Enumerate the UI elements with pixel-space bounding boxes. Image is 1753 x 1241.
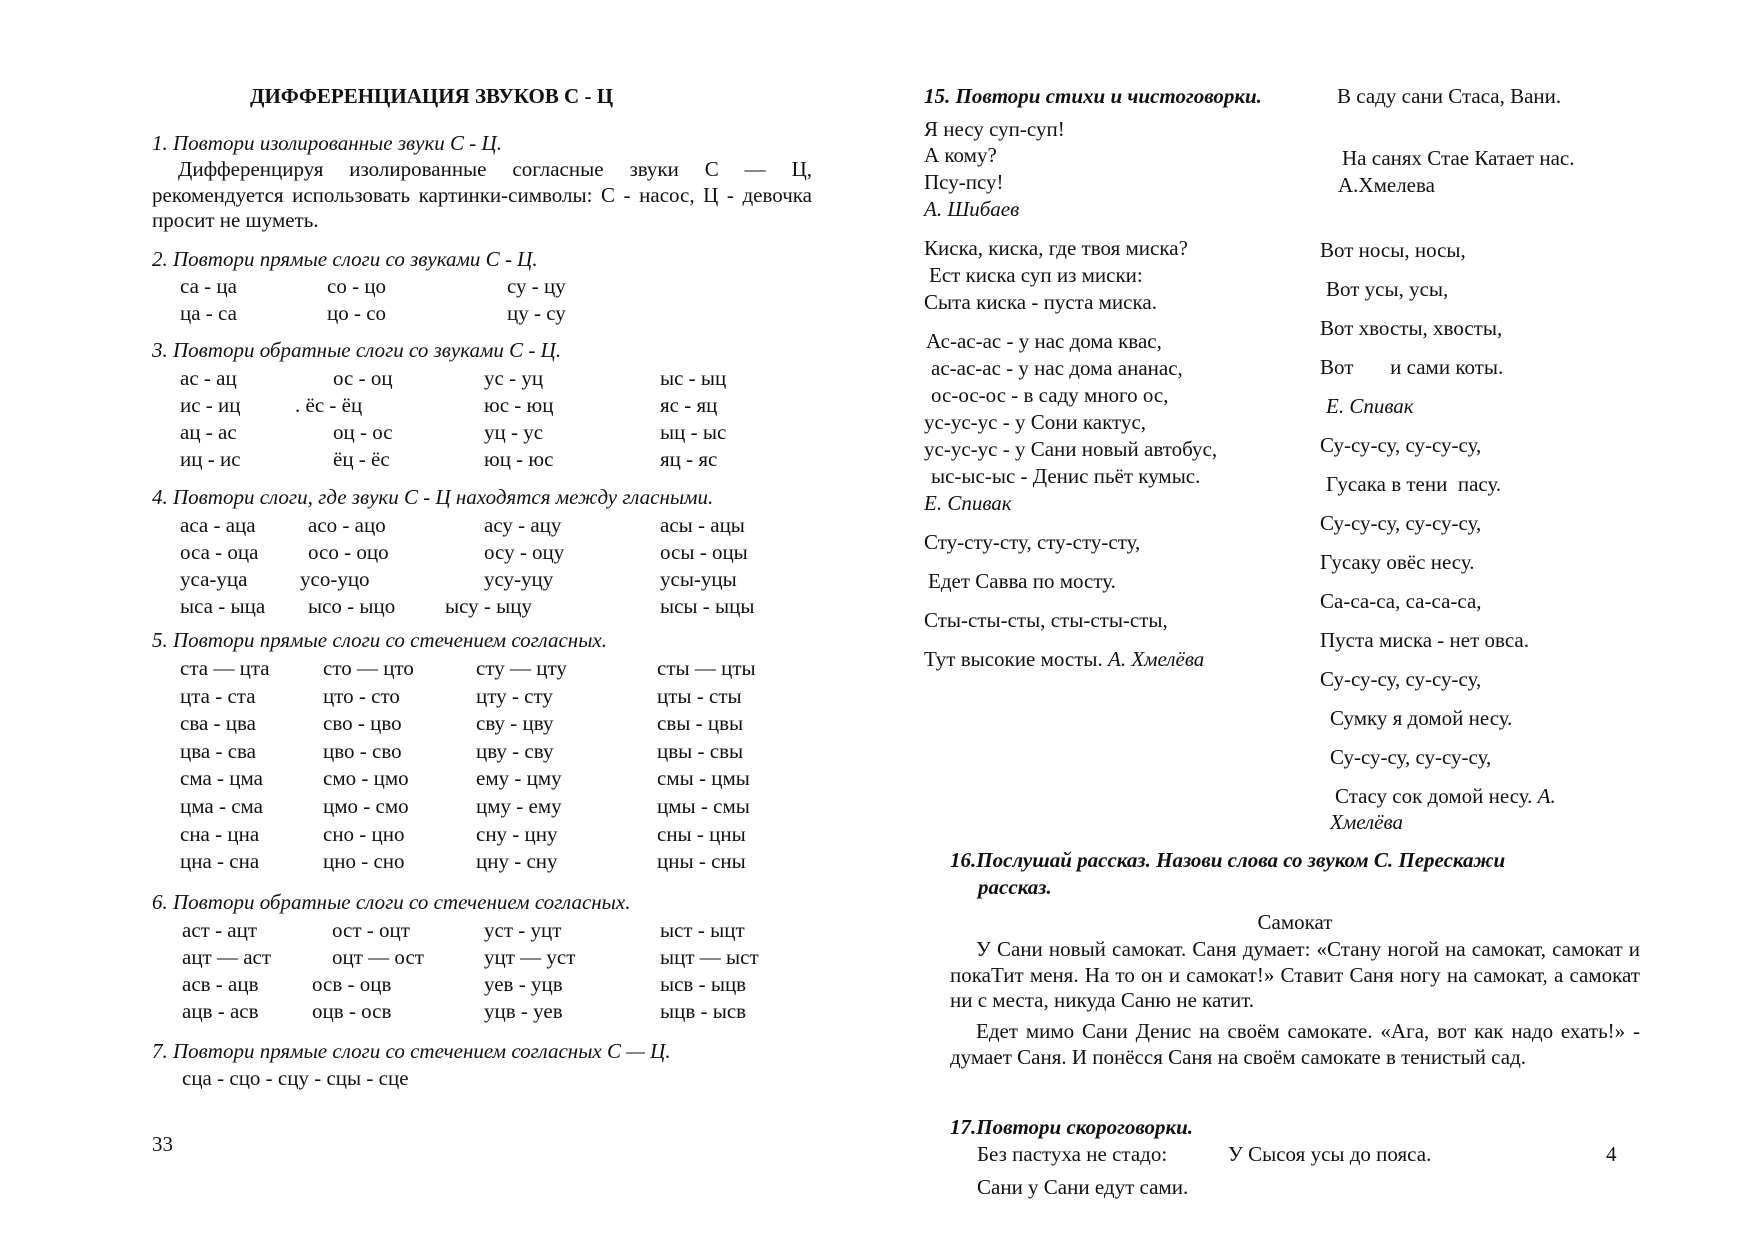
syllable-pair: цны - сны — [657, 849, 746, 874]
section-5-heading: 5. Повтори прямые слоги со стечением согласных. — [152, 628, 607, 652]
syllable-pair: цна - сна — [180, 849, 260, 874]
syllable-pair: ему - цму — [476, 766, 562, 791]
syllable-pair: сву - цву — [476, 711, 554, 736]
col2b-line-5: Са-са-са, са-са-са, — [1320, 589, 1482, 613]
page-title: ДИФФЕРЕНЦИАЦИЯ ЗВУКОВ С - Ц — [250, 84, 614, 108]
syllable-pair: цта - ста — [180, 683, 256, 708]
syllable-pair: сна - цна — [180, 821, 260, 846]
section-15-heading: 15. Повтори стихи и чистоговорки. — [924, 84, 1262, 108]
poem2-line-2: Ест киска суп из миски: — [929, 263, 1143, 287]
syllable-pair: уц - ус — [484, 420, 544, 444]
section-6-heading: 6. Повтори обратные слоги со стечением согласных. — [152, 890, 631, 914]
syllable-pair: свы - цвы — [657, 711, 744, 736]
poem1-line-2: А кому? — [924, 143, 997, 167]
syllable-pair: цмо - смо — [323, 794, 409, 818]
syllable-pair: осу - оцу — [484, 540, 565, 564]
syllable-pair: сва - цва — [180, 711, 256, 736]
syllable-pair: ыц - ыс — [660, 420, 727, 444]
section-1-heading: 1. Повтори изолированные звуки С - Ц. — [152, 131, 502, 155]
syllable-pair: ис - иц — [180, 393, 241, 417]
syllable-pair: сну - цну — [476, 821, 558, 846]
syllable-pair: иц - ис — [180, 447, 241, 471]
syllable-pair: уев - уцв — [484, 972, 563, 996]
tongue-twister-3: Сани у Сани едут сами. — [977, 1175, 1189, 1199]
syllable-pair: ас - ац — [180, 366, 237, 390]
left-page — [0, 0, 876, 1241]
syllable-pair: цо - со — [327, 301, 387, 325]
poem3-line-4: ус-ус-ус - у Сони кактус, — [924, 410, 1147, 434]
col2-top-line-2: На санях Стае Катает нас. — [1342, 146, 1575, 170]
syllable-pair: оса - оца — [180, 540, 259, 564]
syllable-pair: сто — цто — [323, 656, 414, 680]
section-7-heading: 7. Повтори прямые слоги со стечением согласных С — Ц. — [152, 1039, 671, 1063]
poem1-author: А. Шибаев — [924, 197, 1020, 221]
syllable-pair: цу - су — [507, 301, 566, 325]
poem2-line-3: Сыта киска - пуста миска. — [924, 290, 1157, 314]
poem3-line-6: ыс-ыс-ыс - Денис пьёт кумыс. — [931, 464, 1201, 488]
syllable-pair: яц - яс — [660, 447, 718, 471]
syllable-pair: яс - яц — [660, 393, 718, 417]
section-1-text: Дифференцируя изолированные согласные звуки С — Ц, рекомендуется использовать картинки-символы: С - насос, Ц - девочка просит не шуметь. — [152, 157, 812, 233]
syllable-pair: усо-уцо — [300, 567, 370, 591]
syllable-pair: ысы - ыцы — [660, 594, 755, 618]
col2-author: Е. Спивак — [1326, 394, 1414, 418]
poem4-line-4-text: Тут высокие мосты. — [924, 647, 1103, 671]
syllable-pair: асв - ацв — [182, 972, 259, 996]
syllable-pair: су - цу — [507, 274, 566, 298]
section-17-heading: 17.Повтори скороговорки. — [950, 1115, 1194, 1139]
syllable-pair: ацв - асв — [182, 999, 259, 1023]
syllable-pair: смо - цмо — [323, 766, 409, 791]
syllable-pair: цвы - свы — [657, 738, 744, 763]
page-number-left: 33 — [152, 1132, 173, 1156]
col2-top-line-1: В саду сани Стаса, Вани. — [1337, 84, 1562, 108]
syllable-pair: ыцв - ысв — [660, 999, 747, 1023]
syllable-pair: оц - ос — [333, 420, 393, 444]
tongue-twister-1: Без пастуха не стадо: — [977, 1142, 1168, 1166]
syllable-pair: сво - цво — [323, 711, 402, 736]
page-number-right: 4 — [1606, 1142, 1617, 1166]
col2b-author-part1: А. — [1537, 784, 1556, 808]
section-3-heading: 3. Повтори обратные слоги со звуками С - Ц. — [152, 338, 562, 362]
poem4-line-4 — [924, 647, 1204, 673]
col2b-line-1: Су-су-су, су-су-су, — [1320, 433, 1482, 457]
syllable-pair: ыс - ыц — [660, 366, 727, 390]
syllable-pair: оцт — ост — [332, 945, 424, 969]
poem4-line-3: Сты-сты-сты, сты-сты-сты, — [924, 608, 1168, 632]
syllable-pair: усу-уцу — [484, 567, 554, 591]
syllable-pair: цты - сты — [657, 683, 742, 708]
syllable-pair: ста — цта — [180, 656, 270, 680]
col2b-line-8: Сумку я домой несу. — [1330, 706, 1513, 730]
syllable-pair: цму - ему — [476, 794, 562, 818]
syllable-pair: уст - уцт — [484, 918, 562, 942]
col2b-line-3: Су-су-су, су-су-су, — [1320, 511, 1482, 535]
syllable-pair: уцв - уев — [484, 999, 563, 1023]
syllable-pair: . ёс - ёц — [295, 393, 363, 417]
syllable-pair: са - ца — [180, 274, 237, 298]
syllable-pair: цно - сно — [323, 849, 405, 874]
syllable-pair: ыст - ыцт — [660, 918, 745, 942]
col2b-line-9: Су-су-су, су-су-су, — [1330, 745, 1492, 769]
col2-line-4: Вот и сами коты. — [1320, 355, 1504, 379]
syllable-pair: ац - ас — [180, 420, 237, 444]
syllable-pair: осв - оцв — [312, 972, 392, 996]
syllable-pair: юц - юс — [484, 447, 554, 471]
syllable-pair: со - цо — [327, 274, 387, 298]
syllable-pair: ысо - ыцо — [308, 594, 396, 618]
poem1-line-1: Я несу суп-суп! — [924, 117, 1065, 141]
syllable-pair: цмы - смы — [657, 794, 750, 818]
syllable-pair: оцв - осв — [312, 999, 392, 1023]
syllable-pair: цво - сво — [323, 738, 402, 763]
poem4-author: А. Хмелёва — [1108, 647, 1205, 671]
section-4-heading: 4. Повтори слоги, где звуки С - Ц находятся между гласными. — [152, 485, 714, 509]
syllable-pair: цну - сну — [476, 849, 558, 874]
poem3-line-1: Ас-ас-ас - у нас дома квас, — [926, 329, 1162, 353]
syllable-pair: ус - уц — [484, 366, 544, 390]
syllable-pair: асу - ацу — [484, 513, 562, 537]
syllable-pair: ысв - ыцв — [660, 972, 747, 996]
poem2-line-1: Киска, киска, где твоя миска? — [924, 236, 1188, 260]
col2-line-3: Вот хвосты, хвосты, — [1320, 316, 1503, 340]
col2-line-1: Вот носы, носы, — [1320, 238, 1466, 262]
poem3-line-3: ос-ос-ос - в саду много ос, — [931, 383, 1169, 407]
col2b-line-7: Су-су-су, су-су-су, — [1320, 667, 1482, 691]
syllable-pair: цва - сва — [180, 738, 256, 763]
syllable-pair: усы-уцы — [660, 567, 737, 591]
poem4-line-2: Едет Савва по мосту. — [928, 569, 1116, 593]
story-title: Самокат — [1257, 910, 1333, 934]
syllable-pair: сты — цты — [657, 656, 756, 680]
col2b-line-4: Гусаку овёс несу. — [1320, 550, 1475, 574]
syllable-pair: ца - са — [180, 301, 237, 325]
syllable-pair: ыцт — ыст — [660, 945, 759, 969]
syllable-pair: ос - оц — [333, 366, 393, 390]
section-16-heading-line-2: рассказ. — [978, 875, 1052, 899]
syllable-pair: ёц - ёс — [333, 447, 390, 471]
syllable-pair: осо - оцо — [308, 540, 389, 564]
poem3-line-5: ус-ус-ус - у Сани новый автобус, — [924, 437, 1218, 461]
syllable-pair: смы - цмы — [657, 766, 750, 791]
syllable-pair: сма - цма — [180, 766, 263, 791]
section-16-heading-line-1: 16.Послушай рассказ. Назови слова со звуком С. Перескажи — [950, 848, 1506, 872]
syllable-pair: цву - сву — [476, 738, 554, 763]
syllable-pair: сны - цны — [657, 821, 746, 846]
syllable-pair: аст - ацт — [182, 918, 258, 942]
syllable-pair: асо - ацо — [308, 513, 386, 537]
syllable-pair: уцт — уст — [484, 945, 576, 969]
syllable-pair: цма - сма — [180, 794, 263, 818]
poem1-line-3: Псу-псу! — [924, 170, 1004, 194]
poem4-line-1: Сту-сту-сту, сту-сту-сту, — [924, 530, 1141, 554]
story-paragraph-2: Едет мимо Сани Денис на своём самокате. «Ага, вот как надо ехать!» - думает Саня. И понёсся Саня на своём самокате в тенистый сад. — [950, 1019, 1640, 1069]
syllable-pair: осы - оцы — [660, 540, 748, 564]
col2-top-author: А.Хмелева — [1338, 173, 1435, 197]
section-7-syllables: сца - сцо - сцу - сцы - сце — [182, 1066, 409, 1090]
syllable-pair: цто - сто — [323, 683, 400, 708]
syllable-pair: юс - юц — [484, 393, 554, 417]
poem3-line-2: ас-ас-ас - у нас дома ананас, — [931, 356, 1183, 380]
syllable-pair: асы - ацы — [660, 513, 745, 537]
syllable-pair: аса - аца — [180, 513, 256, 537]
right-page — [876, 0, 1753, 1241]
col2-line-2: Вот усы, усы, — [1326, 277, 1449, 301]
story-paragraph-1: У Сани новый самокат. Саня думает: «Стану ногой на самокат, самокат и покаТит меня. На то он и самокат!» Ставит Саня ногу на самокат, а самокат ни с места, никуда Саню не катит. — [950, 937, 1640, 1013]
syllable-pair: уса-уца — [180, 567, 248, 591]
syllable-pair: ыса - ыца — [180, 594, 266, 618]
syllable-pair: цту - сту — [476, 683, 553, 708]
poem3-author: Е. Спивак — [924, 491, 1012, 515]
syllable-pair: ост - оцт — [332, 918, 410, 942]
col2b-line-10: Стасу сок домой несу. — [1335, 784, 1533, 808]
section-2-heading: 2. Повтори прямые слоги со звуками С - Ц. — [152, 247, 538, 271]
syllable-pair: сту — цту — [476, 656, 567, 680]
syllable-pair: ысу - ыцу — [445, 594, 532, 618]
syllable-pair: сно - цно — [323, 821, 405, 846]
col2b-author-part2: Хмелёва — [1330, 810, 1403, 834]
tongue-twister-2: У Сысоя усы до пояса. — [1228, 1142, 1432, 1166]
col2b-line-6: Пуста миска - нет овса. — [1320, 628, 1529, 652]
col2b-line-2: Гусака в тени пасу. — [1326, 472, 1502, 496]
syllable-pair: ацт — аст — [182, 945, 272, 969]
